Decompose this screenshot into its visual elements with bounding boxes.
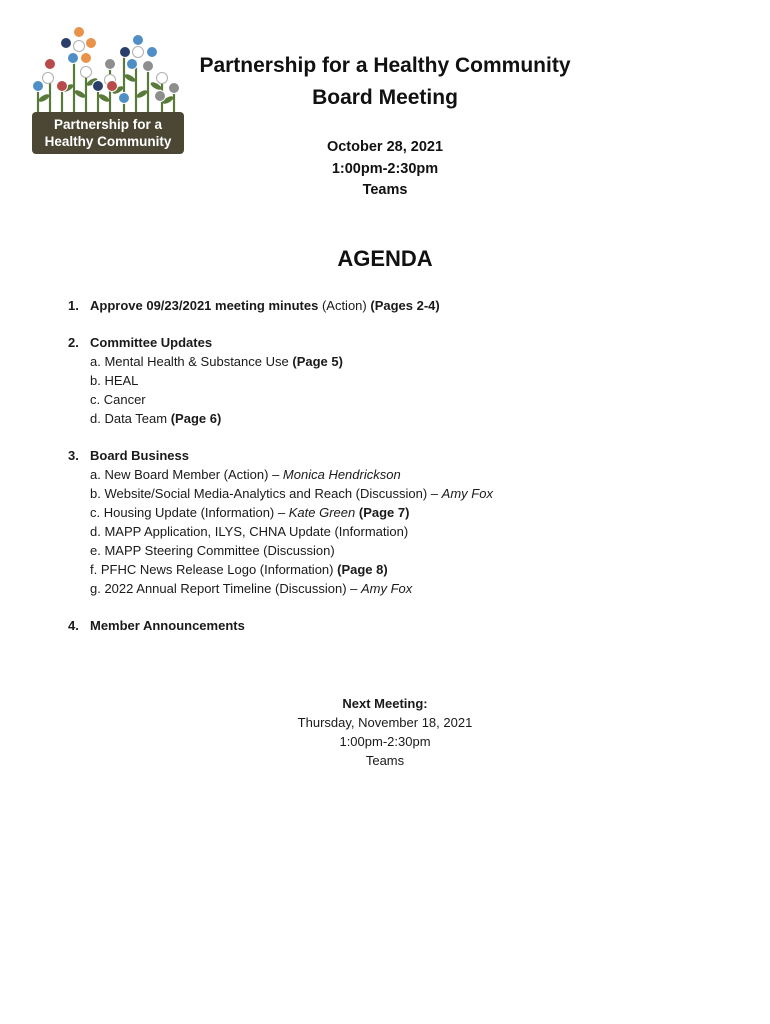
agenda-list <box>68 296 708 653</box>
agenda-item-number: 1. <box>68 298 79 313</box>
next-meeting-label: Next Meeting: <box>342 696 428 711</box>
next-meeting <box>235 694 535 770</box>
meeting-location: Teams <box>362 182 408 198</box>
agenda-item-number: 3. <box>68 448 79 463</box>
sub-item <box>68 465 708 484</box>
sub-item-person: Amy Fox <box>441 486 493 501</box>
agenda-item-pages: (Pages 2-4) <box>370 298 440 313</box>
sub-item-pages: (Page 5) <box>292 354 343 369</box>
next-meeting-time: 1:00pm-2:30pm <box>339 734 431 749</box>
sub-item-text: a. New Board Member (Action) – <box>90 467 280 482</box>
agenda-item-title: Member Announcements <box>90 618 245 633</box>
meeting-time: 1:00pm-2:30pm <box>331 160 439 177</box>
flower-garden-graphic <box>28 24 188 116</box>
sub-item <box>68 522 708 541</box>
document-title <box>190 50 580 114</box>
sub-item-text: b. HEAL <box>90 373 139 388</box>
agenda-item-4 <box>68 616 708 635</box>
agenda-item-note: (Action) <box>321 298 367 313</box>
meeting-details <box>285 137 485 202</box>
sub-item-text: e. MAPP Steering Committee (Discussion) <box>90 543 335 558</box>
sub-item <box>68 371 708 390</box>
title-line-2: Board Meeting <box>312 86 458 109</box>
sub-item <box>68 484 708 503</box>
agenda-item-number: 4. <box>68 618 79 633</box>
agenda-item-title: Committee Updates <box>90 335 213 350</box>
agenda-item-1 <box>68 296 708 315</box>
sub-item <box>68 541 708 560</box>
organization-logo <box>28 24 188 156</box>
agenda-item-3 <box>68 446 708 598</box>
sub-item <box>68 409 708 428</box>
sub-item-text: f. PFHC News Release Logo (Information) <box>90 562 334 577</box>
logo-line-1: Partnership for a <box>53 117 163 132</box>
agenda-item-title: Board Business <box>90 448 189 463</box>
agenda-item-title: Approve 09/23/2021 meeting minutes <box>90 298 319 313</box>
agenda-item-number: 2. <box>68 335 79 350</box>
sub-item-person: Kate Green <box>288 505 356 520</box>
sub-item <box>68 503 708 522</box>
sub-item-pages: (Page 8) <box>337 562 388 577</box>
sub-item-text: g. 2022 Annual Report Timeline (Discussion) – <box>90 581 358 596</box>
next-meeting-location: Teams <box>365 753 405 768</box>
sub-item-text: d. MAPP Application, ILYS, CHNA Update (Information) <box>90 524 409 539</box>
logo-line-2: Healthy Community <box>44 134 172 149</box>
sub-item <box>68 352 708 371</box>
next-meeting-date: Thursday, November 18, 2021 <box>297 715 473 730</box>
logo-wordmark <box>32 112 184 154</box>
sub-item-text: a. Mental Health & Substance Use <box>90 354 289 369</box>
sub-item-person: Amy Fox <box>361 581 413 596</box>
sub-item <box>68 560 708 579</box>
agenda-heading: AGENDA <box>337 246 433 271</box>
sub-item-pages: (Page 6) <box>170 411 222 426</box>
sub-item-text: d. Data Team <box>90 411 168 426</box>
sub-item-text: c. Cancer <box>90 392 146 407</box>
sub-item <box>68 390 708 409</box>
meeting-date: October 28, 2021 <box>326 139 444 155</box>
sub-item <box>68 579 708 598</box>
agenda-item-2 <box>68 333 708 428</box>
sub-item-pages: (Page 7) <box>358 505 410 520</box>
title-line-1: Partnership for a Healthy Community <box>199 54 571 77</box>
sub-item-text: c. Housing Update (Information) – <box>90 505 286 520</box>
sub-item-person: Monica Hendrickson <box>282 467 401 482</box>
sub-item-text: b. Website/Social Media-Analytics and Reach (Discussion) – <box>90 486 439 501</box>
